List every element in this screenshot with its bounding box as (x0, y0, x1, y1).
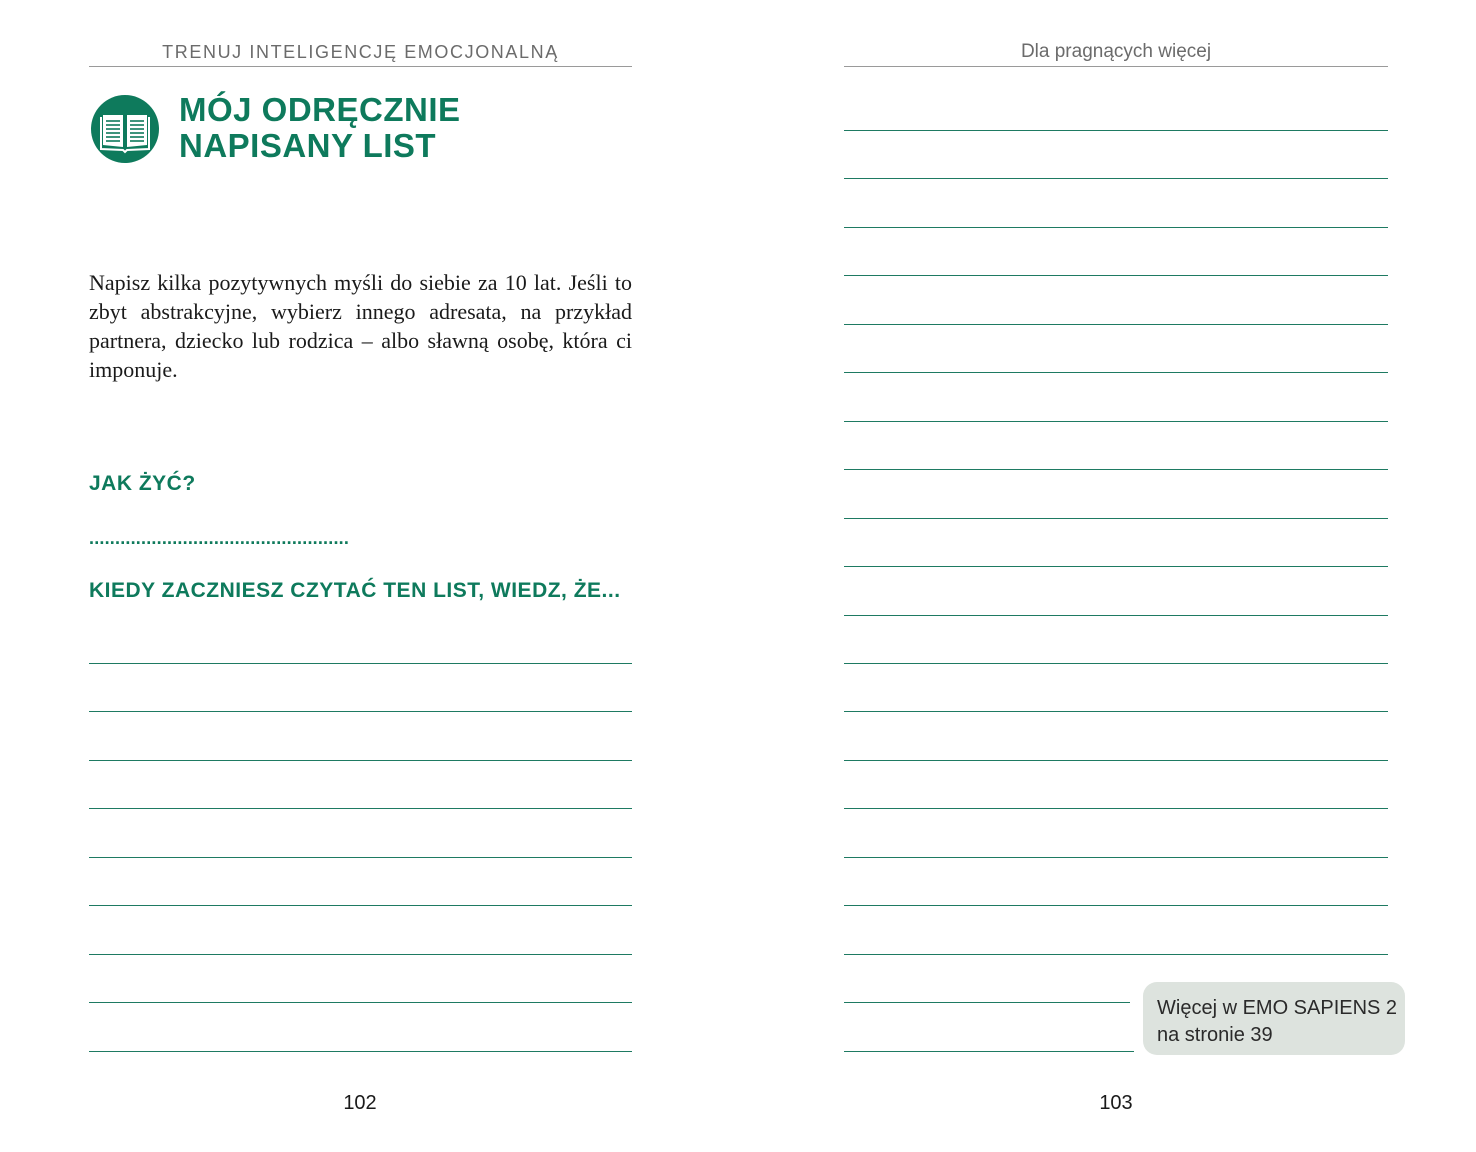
writing-line (844, 808, 1388, 809)
writing-line (844, 372, 1388, 373)
page-number: 103 (1099, 1092, 1133, 1114)
writing-line (89, 954, 632, 955)
writing-line (89, 1051, 632, 1052)
title-line-2: NAPISANY LIST (179, 127, 437, 164)
page-number: 102 (343, 1092, 377, 1114)
writing-line (844, 905, 1388, 906)
writing-line (89, 857, 632, 858)
writing-line (844, 857, 1388, 858)
writing-line (89, 760, 632, 761)
open-book-icon (91, 95, 159, 163)
writing-line (89, 905, 632, 906)
writing-line (844, 711, 1388, 712)
dotted-answer-line: .................................................. (89, 528, 350, 548)
writing-line (844, 130, 1388, 131)
writing-line (89, 663, 632, 664)
reference-line-2: na stronie 39 (1157, 1024, 1273, 1046)
writing-line (844, 1051, 1134, 1052)
title-line-1: MÓJ ODRĘCZNIE (179, 91, 461, 128)
writing-line (844, 275, 1388, 276)
running-head: TRENUJ INTELIGENCJĘ EMOCJONALNĄ (89, 38, 632, 67)
section-heading-when-you-read: KIEDY ZACZNIESZ CZYTAĆ TEN LIST, WIEDZ, ŻE... (89, 579, 621, 602)
writing-line (89, 1002, 632, 1003)
writing-line (844, 324, 1388, 325)
writing-line (844, 469, 1388, 470)
page-title (179, 92, 461, 164)
writing-line (89, 711, 632, 712)
section-heading-how-to-live: JAK ŻYĆ? (89, 472, 196, 495)
reference-line-1: Więcej w EMO SAPIENS 2 (1157, 997, 1398, 1019)
writing-line (844, 954, 1388, 955)
intro-paragraph: Napisz kilka pozytywnych myśli do siebie za 10 lat. Jeśli to zbyt abstrakcyjne, wybierz innego adresata, na przykład partnera, dziecko lub rodzica – albo sławną osobę, która ci imponuje. (89, 270, 632, 382)
writing-line (844, 1002, 1130, 1003)
writing-line (844, 760, 1388, 761)
writing-line (844, 566, 1388, 567)
writing-line (89, 808, 632, 809)
writing-line (844, 178, 1388, 179)
cross-reference-box (1143, 982, 1405, 1055)
writing-line (844, 421, 1388, 422)
writing-line (844, 227, 1388, 228)
writing-line (844, 663, 1388, 664)
writing-line (844, 615, 1388, 616)
writing-line (844, 518, 1388, 519)
right-page (738, 0, 1476, 1152)
running-head: Dla pragnących więcej (844, 38, 1388, 67)
